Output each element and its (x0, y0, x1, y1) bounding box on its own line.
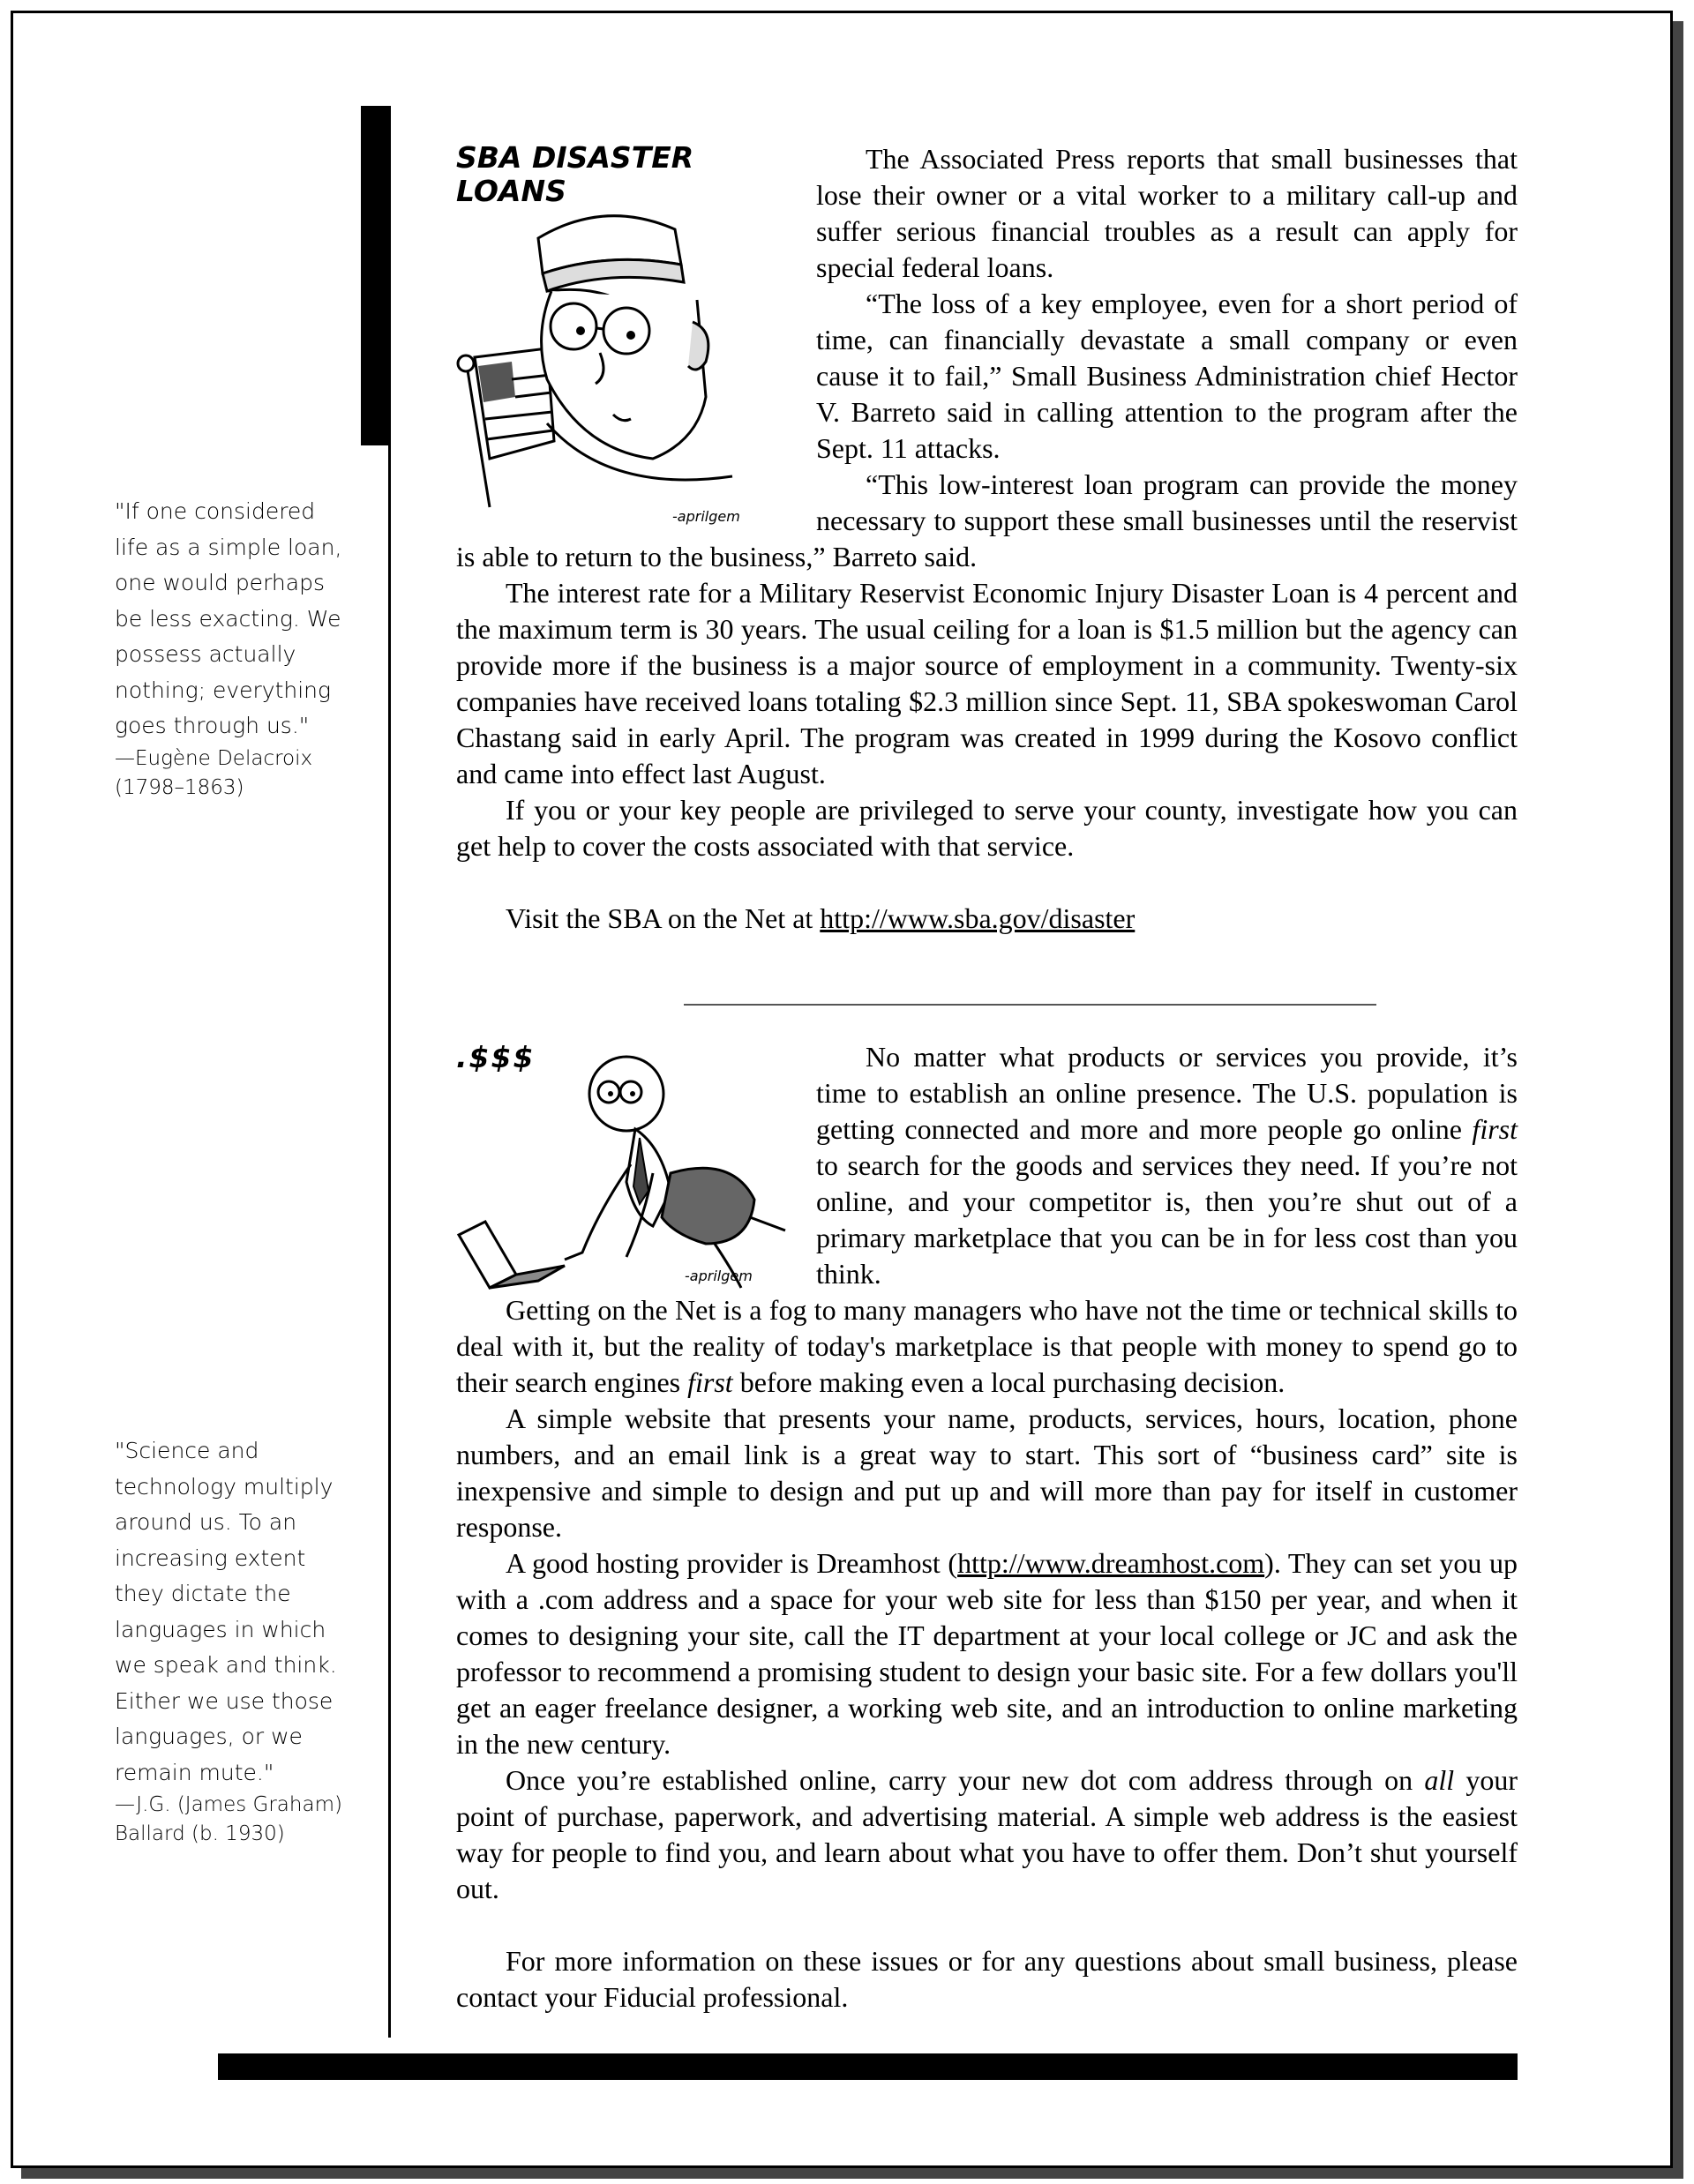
article-heading-sba-loans: SBA DISASTER LOANS (456, 140, 694, 208)
paragraph: A good hosting provider is Dreamhost (http://www.dreamhost.com). They can set you up with a .com address and a space for your web site for less than $150 per year, and when it comes to designing your site, call the IT department at your local college or JC and ask the professor to recommend a promising student to design your basic site. For a few dollars you'll get an eager freelance designer, a working web site, and an introduction to online marketing in the new century. (456, 1547, 1518, 1760)
paragraph: Once you’re established online, carry your new dot com address through on all your point of purchase, paperwork, and advertising material. A simple web address is the easiest way for people to find you, and learn about what you have to offer them. Don’t shut yourself out. (456, 1764, 1518, 1904)
vertical-rule (388, 106, 391, 2038)
quote-text: "Science and technology multiply around us. To an increasing extent they dictate the languages in which we speak and think. Either we use those languages, or we remain mute." (115, 1438, 337, 1785)
quote-attribution: —J.G. (James Graham) Ballard (b. 1930) (115, 1793, 342, 1845)
quote-attribution: —Eugène Delacroix (1798–1863) (115, 746, 313, 799)
section-divider (684, 1004, 1376, 1006)
quote-text: "If one considered life as a simple loan, one would perhaps be less exacting. We possess actually nothing; everything goes through us." (115, 498, 342, 738)
sidebar-quote-delacroix (115, 494, 346, 803)
paragraph: The interest rate for a Military Reservist Economic Injury Disaster Loan is 4 percent and the maximum term is 30 years. The usual ceiling for a loan is $1.5 million but the agency can provide more if the business is a major source of employment in a community. Twenty-six companies have received loans totaling $2.3 million since Sept. 11, SBA spokeswoman Carol Chastang said in early April. The program was created in 1999 during the Kosovo conflict and came into effect last August. (456, 577, 1518, 789)
sidebar-quote-ballard (115, 1433, 346, 1849)
illustration-signature: -aprilgem (685, 1268, 753, 1284)
paragraph: If you or your key people are privileged to serve your county, investigate how you can get help to cover the costs associated with that service. (456, 794, 1518, 862)
article-online-presence (456, 1039, 1518, 2016)
sba-disaster-link[interactable]: http://www.sba.gov/disaster (820, 902, 1136, 934)
visit-prefix: Visit the SBA on the Net at (506, 902, 821, 934)
closing-paragraph: For more information on these issues or for any questions about small business, please contact your Fiducial professional. (456, 1945, 1518, 2013)
illustration-signature: -aprilgem (672, 508, 740, 525)
paragraph: A simple website that presents your name, products, services, hours, location, phone numbers, and an email link is a great way to start. This sort of “business card” site is inexpensive and simple to design and put up and will more than pay for itself in customer response. (456, 1402, 1518, 1543)
paragraph: “This low-interest loan program can provide the money necessary to support these small businesses until the reservist is able to return to the business,” Barreto said. (456, 468, 1518, 572)
article-sba-loans (456, 141, 1518, 937)
dreamhost-link[interactable]: http://www.dreamhost.com (957, 1547, 1265, 1579)
decorative-bar-bottom (218, 2053, 1518, 2080)
visit-line (456, 901, 1518, 937)
paragraph: “The loss of a key employee, even for a short period of time, can financially devastate a small company or even cause it to fail,” Small Business Administration chief Hector V. Barreto said in calling attention to the program after the Sept. 11 attacks. (816, 288, 1518, 464)
paragraph: No matter what products or services you provide, it’s time to establish an online presence. The U.S. population is getting connected and more and more people go online first to search for the goods and services they need. If you’re not online, and your competitor is, then you’re shut out of a primary marketplace that you can be in for less cost than you think. (816, 1041, 1518, 1290)
paragraph: The Associated Press reports that small businesses that lose their owner or a vital worker to a military call-up and suffer serious financial troubles as a result can apply for special federal loans. (816, 143, 1518, 283)
decorative-bar-top (361, 106, 389, 445)
paragraph: Getting on the Net is a fog to many managers who have not the time or technical skills to deal with it, but the reality of today's marketplace is that people with money to spend go to their search engines first before making even a local purchasing decision. (456, 1294, 1518, 1398)
article-heading-dollars: .$$$ (456, 1040, 536, 1074)
